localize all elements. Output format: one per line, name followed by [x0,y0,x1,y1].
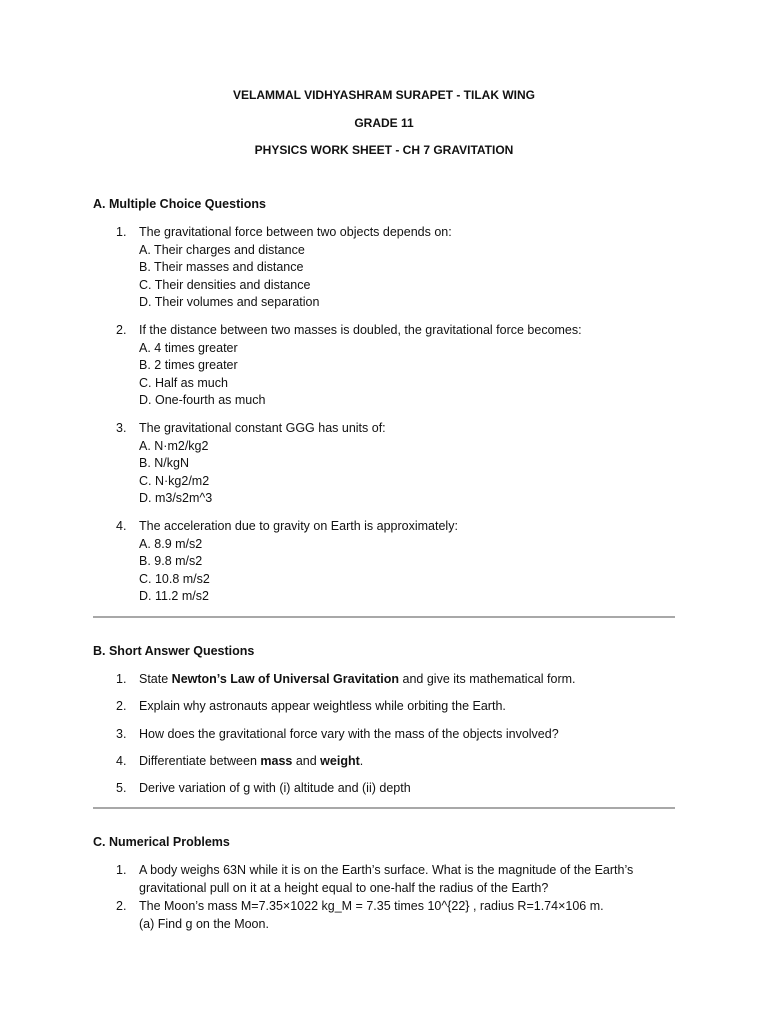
short-answer-question-3 [116,726,676,744]
option-d: D. Their volumes and separation [139,295,320,310]
option-d: D. 11.2 m/s2 [139,589,209,604]
question-number: 4. [116,754,127,768]
question-text-line-1: A body weighs 63N while it is on the Earth’s surface. What is the magnitude of the Earth’s [139,863,634,877]
worksheet-title: PHYSICS WORK SHEET - CH 7 GRAVITATION [254,143,514,157]
question-number: 2. [116,323,127,337]
mcq-question-3 [116,420,676,508]
option-c: C. N·kg2/m2 [139,473,210,488]
section-a-title: A. Multiple Choice Questions [93,197,266,211]
numerical-problem-1 [116,862,676,897]
option-a: A. Their charges and distance [139,242,305,257]
option-a: A. 8.9 m/s2 [139,536,203,551]
section-divider [93,616,675,618]
question-text-start: State [139,672,172,686]
mcq-question-4 [116,518,676,606]
question-number: 4. [116,519,127,533]
question-number: 2. [116,699,127,713]
question-text-middle: and [292,754,321,768]
section-c-title: C. Numerical Problems [93,835,230,849]
question-text: If the distance between two masses is doubled, the gravitational force becomes: [139,323,582,337]
option-b: B. 2 times greater [139,358,238,373]
short-answer-question-2 [116,698,676,716]
question-number: 1. [116,863,127,877]
option-c: C. Their densities and distance [139,277,311,292]
question-text: The gravitational force between two objects depends on: [139,225,452,239]
short-answer-question-5 [116,780,676,798]
question-text-line-2: (a) Find g on the Moon. [139,916,269,931]
question-text-end: and give its mathematical form. [399,672,576,686]
option-d: D. One-fourth as much [139,393,266,408]
section-b-title: B. Short Answer Questions [93,644,255,658]
question-text: Explain why astronauts appear weightless while orbiting the Earth. [139,699,506,713]
question-number: 2. [116,899,127,913]
short-answer-question-4 [116,753,676,771]
question-text-end: . [359,754,364,768]
question-text: Derive variation of g with (i) altitude and (ii) depth [139,781,411,795]
option-b: B. N/kgN [139,456,190,471]
question-text-bold: Newton’s Law of Universal Gravitation [171,672,400,686]
question-text-line-2: gravitational pull on it at a height equal to one-half the radius of the Earth? [139,880,549,895]
option-c: C. 10.8 m/s2 [139,571,210,586]
question-text-bold-weight: weight [320,754,360,768]
numerical-problem-2 [116,898,676,933]
mcq-question-1 [116,224,676,312]
option-c: C. Half as much [139,375,228,390]
question-number: 3. [116,727,127,741]
question-text: How does the gravitational force vary with the mass of the objects involved? [139,727,559,741]
option-d: D. m3/s2m^3 [139,491,213,506]
question-text-line-1: The Moon’s mass M=7.35×1022 kg_M = 7.35 times 10^{22} , radius R=1.74×106 m. [139,899,604,913]
question-number: 1. [116,672,127,686]
school-name: VELAMMAL VIDHYASHRAM SURAPET - TILAK WING [232,88,535,102]
option-b: B. 9.8 m/s2 [139,554,203,569]
question-text-start: Differentiate between [139,754,261,768]
question-number: 3. [116,421,127,435]
section-divider [93,807,675,809]
option-b: B. Their masses and distance [139,260,304,275]
question-number: 5. [116,781,127,795]
grade-label: GRADE 11 [354,116,414,130]
question-text-bold-mass: mass [260,754,293,768]
short-answer-question-1 [116,671,676,689]
option-a: A. 4 times greater [139,340,238,355]
question-text: The acceleration due to gravity on Earth is approximately: [139,519,458,533]
question-text: The gravitational constant GGG has units of: [139,421,386,435]
mcq-question-2 [116,322,676,410]
question-number: 1. [116,225,127,239]
option-a: A. N·m2/kg2 [139,438,209,453]
